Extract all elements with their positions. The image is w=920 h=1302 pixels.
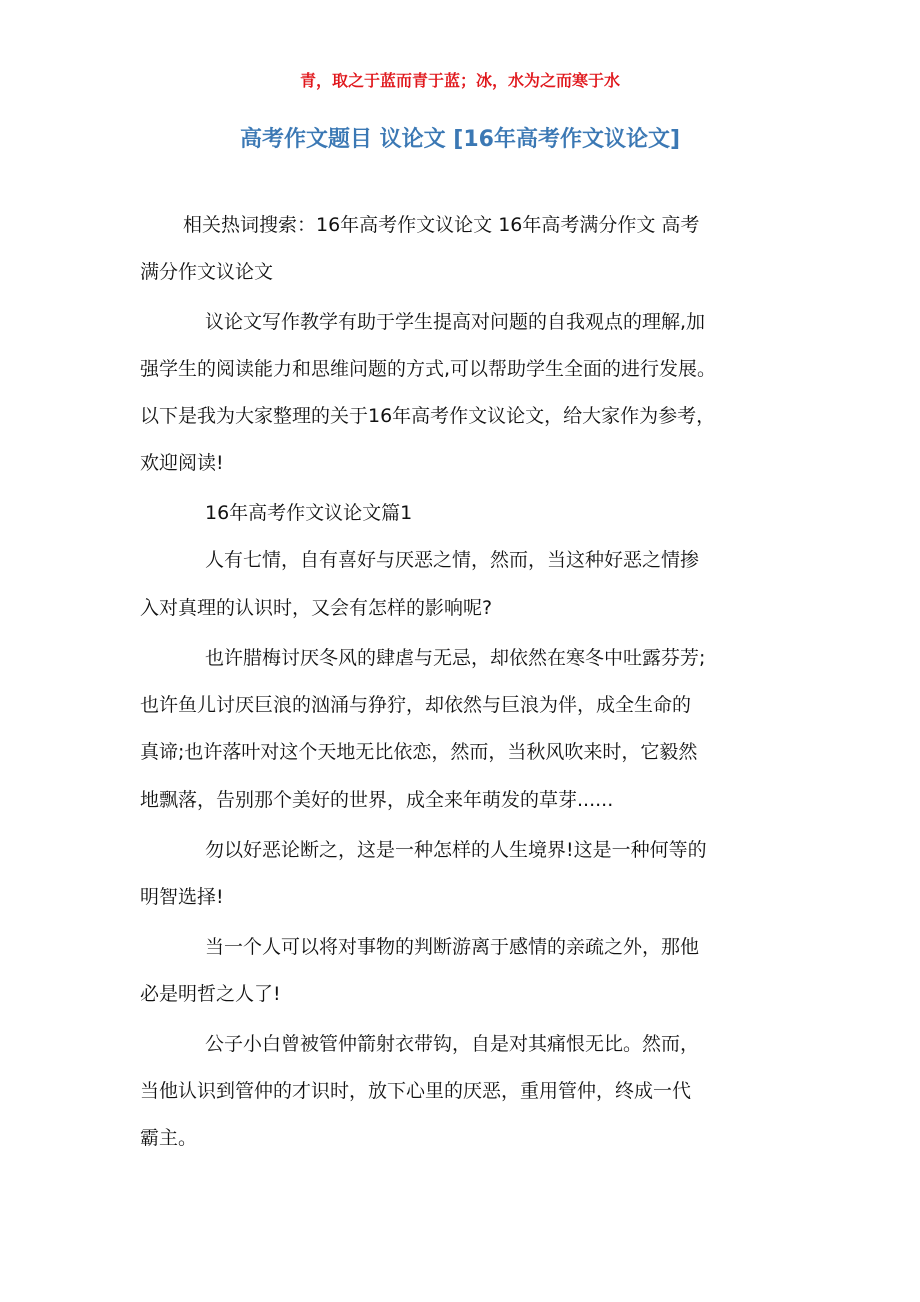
- text-line: 16年高考作文议论文篇1: [205, 502, 413, 524]
- text-line: 勿以好恶论断之，这是一种怎样的人生境界!这是一种何等的: [205, 839, 707, 861]
- text-line: 当一个人可以将对事物的判断游离于感情的亲疏之外，那他: [205, 936, 700, 958]
- text-line: 议论文写作教学有助于学生提高对问题的自我观点的理解,加: [205, 311, 706, 333]
- text-line: 满分作文议论文: [140, 261, 274, 283]
- text-line: 以下是我为大家整理的关于16年高考作文议论文，给大家作为参考，: [140, 405, 716, 427]
- text-line: 霸主。: [140, 1127, 198, 1149]
- text-line: 人有七情，自有喜好与厌恶之情，然而，当这种好恶之情掺: [205, 549, 700, 571]
- text-line: 当他认识到管仲的才识时，放下心里的厌恶，重用管仲，终成一代: [140, 1080, 692, 1102]
- text-line: 相关热词搜索：16年高考作文议论文 16年高考满分作文 高考: [183, 214, 700, 236]
- text-line: 明智选择!: [140, 886, 224, 908]
- text-line: 入对真理的认识时，又会有怎样的影响呢?: [140, 597, 493, 619]
- header-motto: 青，取之于蓝而青于蓝；冰，水为之而寒于水: [299, 71, 620, 90]
- text-line: 欢迎阅读!: [140, 452, 224, 474]
- text-line: 真谛;也许落叶对这个天地无比依恋，然而，当秋风吹来时，它毅然: [140, 741, 698, 763]
- text-line: 必是明哲之人了!: [140, 983, 281, 1005]
- text-line: 地飘落，告别那个美好的世界，成全来年萌发的草芽......: [140, 789, 614, 811]
- text-line: 也许鱼儿讨厌巨浪的汹涌与狰狞，却依然与巨浪为伴，成全生命的: [140, 694, 692, 716]
- text-line: 强学生的阅读能力和思维问题的方式,可以帮助学生全面的进行发展。: [140, 358, 717, 380]
- text-line: 也许腊梅讨厌冬风的肆虐与无忌，却依然在寒冬中吐露芬芳;: [205, 647, 706, 669]
- document-title: 高考作文题目 议论文 [16年高考作文议论文]: [239, 127, 681, 152]
- text-line: 公子小白曾被管仲箭射衣带钩，自是对其痛恨无比。然而，: [205, 1033, 700, 1055]
